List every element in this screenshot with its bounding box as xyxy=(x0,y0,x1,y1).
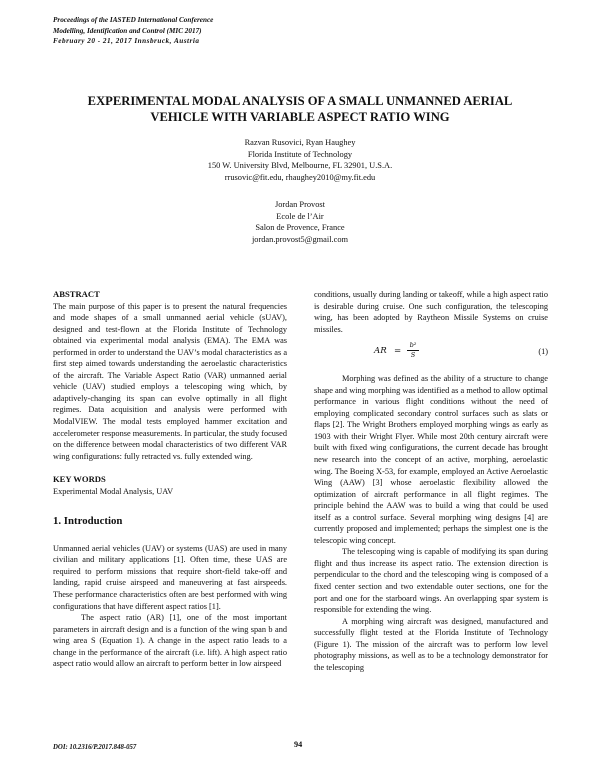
author-names: Razvan Rusovici, Ryan Haughey xyxy=(244,138,356,147)
right-paragraph-continued: conditions, usually during landing or takeoff, while a high aspect ratio is desirable during cruise. One such configuration, the telescoping wing, has been adopted by Raytheon Missile Systems on cruise missiles. xyxy=(314,290,548,334)
author-address: Salon de Provence, France xyxy=(255,223,345,233)
abstract-text: The main purpose of this paper is to present the natural frequencies and mode shapes of a small unmanned aerial vehicle (sUAV), designed and test-flown at the Florida Institute of Technology obtained via experimental modal analysis (EMA). The EMA was performed in order to understand the UAV’s modal characteristics as a first step aimed towards understanding the aeroelastic characteristics of the aircraft. The Variable Aspect Ratio (VAR) unmanned aerial vehicle (UAV) studied employs a telescoping wing which, by adaptively-changing its span can evolve optimally in all flight regimes. Data acquisition and analysis were performed with ModalVIEW. The modal tests employed hammer excitation and accelerometer response measurements. In particular, the study focused on the difference between modal characteristics of two different VAR wing configurations: fully retracted vs. fully extended wing. xyxy=(53,301,287,461)
author-emails: rrusovic@fit.edu, rhaughey2010@my.fit.edu xyxy=(224,172,376,182)
author-affiliation: Florida Institute of Technology xyxy=(247,149,353,159)
author-emails: jordan.provost5@gmail.com xyxy=(251,234,349,244)
section-heading-introduction: 1. Introduction xyxy=(53,515,123,528)
author-names: Jordan Provost xyxy=(274,200,326,209)
equation-lhs: AR xyxy=(374,346,387,357)
author-affiliation: Ecole de l’Air xyxy=(276,211,324,221)
page-number: 94 xyxy=(294,740,303,749)
conference-name: Proceedings of the IASTED International Conference xyxy=(53,16,214,24)
abstract-heading: ABSTRACT xyxy=(53,289,100,299)
equation-denominator: S xyxy=(410,351,416,360)
title-line-1: EXPERIMENTAL MODAL ANALYSIS OF A SMALL UNMANNED AERIAL xyxy=(87,94,513,108)
conference-subtitle: Modelling, Identification and Control (MIC 2017) xyxy=(53,26,202,35)
title-line-2: VEHICLE WITH VARIABLE ASPECT RATIO WING xyxy=(150,110,450,124)
right-paragraph-aircraft: A morphing wing aircraft was designed, manufactured and successfully flight tested at the Florida Institute of Technology (Figure 1). The mission of the aircraft was to perform low level photography missions, as well as to be a technology demonstrator for the telescoping xyxy=(314,616,548,672)
equation-equals: = xyxy=(394,346,402,357)
conference-date-location: February 20 - 21, 2017 Innsbruck, Austria xyxy=(53,37,200,45)
conference-header xyxy=(53,15,213,47)
equation-number: (1) xyxy=(538,347,548,357)
author-block-1 xyxy=(100,137,500,183)
keywords-text: Experimental Modal Analysis, UAV xyxy=(53,486,174,496)
equation-1 xyxy=(314,335,548,373)
intro-paragraph-2: The aspect ratio (AR) [1], one of the most important parameters in aircraft design and is a function of the wing span b and wing area S (Equation 1). A change in the aspect ratio leads to a change in the performance of the aircraft (i.e. lift). A high aspect ratio aspect ratio would allow an aircraft to perform better in low airspeed xyxy=(53,613,287,669)
right-column xyxy=(314,289,548,673)
paper-title xyxy=(40,93,560,125)
keywords-heading: KEY WORDS xyxy=(53,474,106,485)
right-paragraph-telescoping: The telescoping wing is capable of modifying its span during flight and thus increase its aspect ratio. The extension direction is perpendicular to the chord and the telescoping wing is composed of a fixed center section and two extendable outer sections, one for the port and one for the starboard wings. An overlapping spar system is responsible for extending the wing. xyxy=(314,547,548,615)
author-address: 150 W. University Blvd, Melbourne, FL 32901, U.S.A. xyxy=(207,161,393,171)
intro-paragraph-1: Unmanned aerial vehicles (UAV) or systems (UAS) are used in many civilian and military applications [1]. Often time, these UAS are required to perform missions that require short-field take-off and landing, rapid cruise airspeed and maneuvering at fast airspeeds. These performance characteristics often are best performed with wing configurations that have different aspect ratios [1]. xyxy=(53,543,287,611)
equation-fraction xyxy=(406,341,420,359)
author-block-2 xyxy=(100,199,500,245)
left-column xyxy=(53,289,287,670)
right-paragraph-morphing: Morphing was defined as the ability of a structure to change shape and wing morphing was identified as a method to allow optimal performance in various flight conditions without the need of employing complicated secondary control surfaces such as slats or flaps [2]. The Wright Brothers employed morphing wings as early as 1903 with their Wright Flyer. While most 20th century aircraft were built with fixed wing configurations, the current decade has brought new research into the concept of an active, morphing, aeroelastic wing. The Boeing X-53, for example, employed an Active Aeroelastic Wing (AAW) [3] whose aeroelastic flexibility allowed the optimization of aircraft performance in all flight regimes. The principle behind the AAW was to build a wing that could be used itself as a control surface. Several morphing wing designs [4] are currently proposed and implemented; perhaps the simplest one is the telescopic wing concept. xyxy=(314,374,548,545)
equation-numerator: b² xyxy=(409,341,417,350)
doi: DOI: 10.2316/P.2017.848-057 xyxy=(53,744,137,751)
